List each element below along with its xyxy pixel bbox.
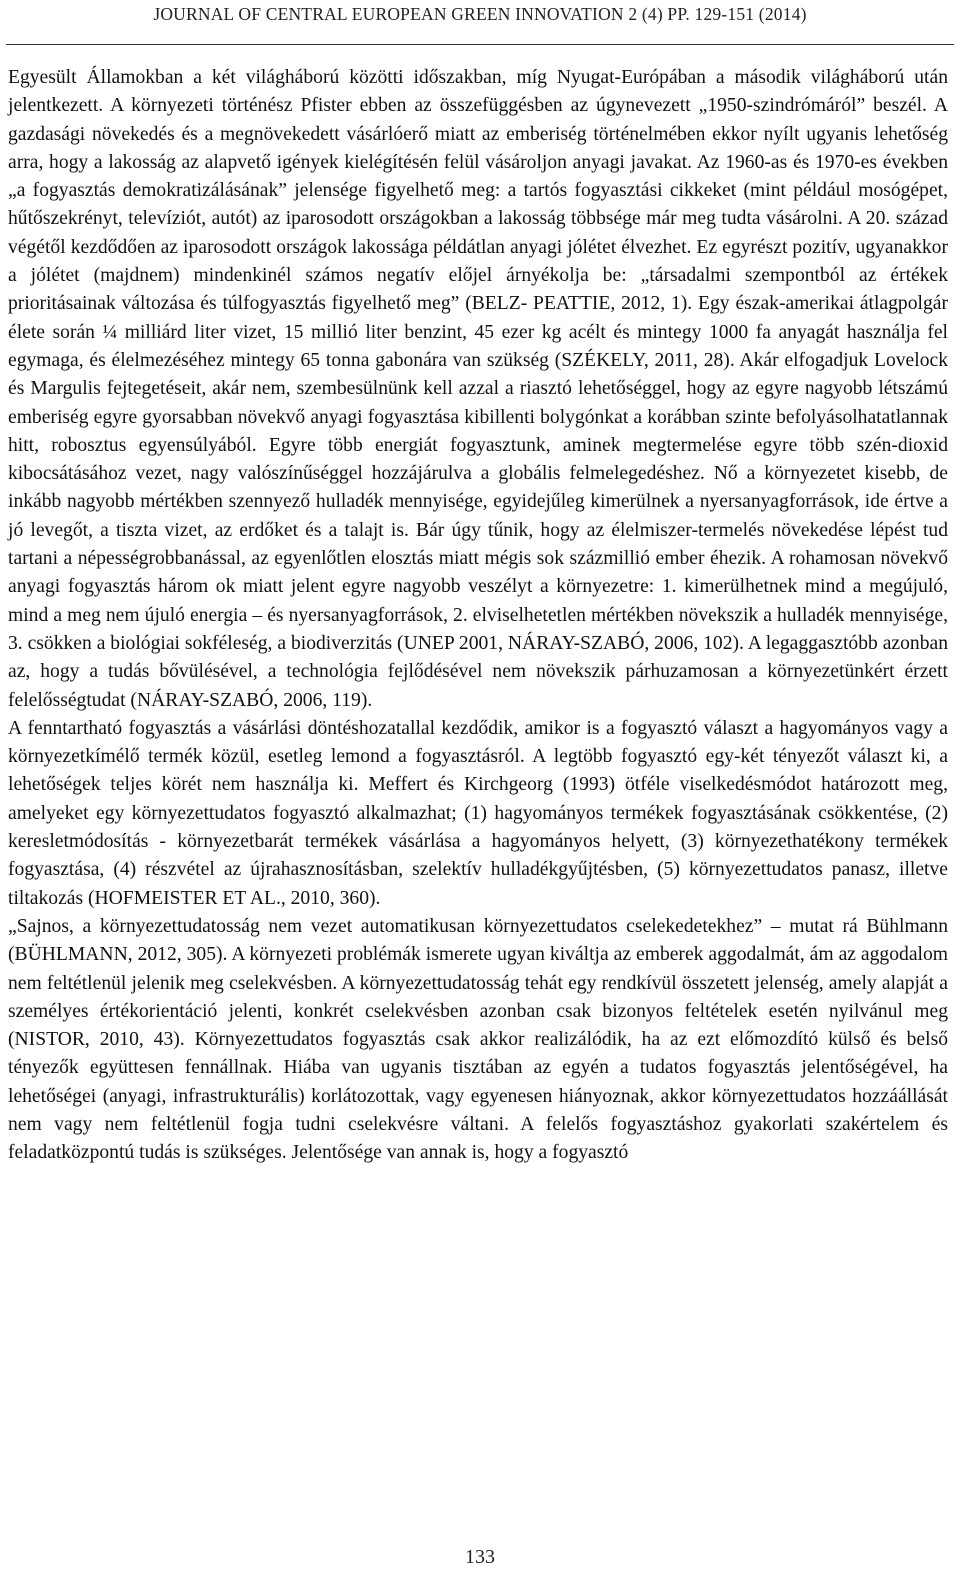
article-body <box>8 64 948 1168</box>
paragraph-environmental-awareness: „Sajnos, a környezettudatosság nem vezet automatikusan környezettudatos cselekedetekhez” – mutat rá Bühlmann (BÜHLMANN, 2012, 305). A környezeti problémák ismerete ugyan kiváltja az emberek aggodalmát, ám az aggodalom nem feltétlenül jelenik meg cselekvésben. A környezettudatosság tehát egy rendkívül összetett jelenség, amely alapját a személyes értékorientáció jelenti, konkrét cselekvésben azonban csak bizonyos feltételek esetén nyilvánul meg (NISTOR, 2010, 43). Környezettudatos fogyasztás csak akkor realizálódik, ha az ezt előmozdító külső és belső tényezők együttesen fennállnak. Hiába van ugyanis tisztában az egyén a tudatos fogyasztás jelentőségével, ha lehetőségei (anyagi, infrastrukturális) korlátozottak, vagy egyenesen hiányoznak, akkor környezettudatos hozzáállását nem vagy nem feltétlenül fogja tudni cselekvésre váltani. A felelős fogyasztáshoz gyakorlati szakértelem és feladatközpontú tudás is szükséges. Jelentősége van annak is, hogy a fogyasztó <box>8 915 948 1164</box>
paragraph-sustainable-consumption: A fenntartható fogyasztás a vásárlási döntéshozatallal kezdődik, amikor is a fogyasztó választ a hagyományos vagy a környezetkímélő termék közül, esetleg lemond a fogyasztásról. A legtöbb fogyasztó egy-két tényezőt választ ki, a lehetőségek teljes körét nem használja ki. Meffert és Kirchgeorg (1993) ötféle viselkedésmódot határozott meg, amelyeket egy környezettudatos fogyasztó alkalmazhat; (1) hagyományos termékek fogyasztásának csökkentése, (2) keresletmódosítás - környezetbarát termékek vásárlása a hagyományos helyett, (3) környezethatékony termékek fogyasztása, (4) részvétel az újrahasznosításban, szelektív hulladékgyűjtésben, (5) környezettudatos panasz, illetve tiltakozás (HOFMEISTER ET AL., 2010, 360). <box>8 717 948 909</box>
running-header: JOURNAL OF CENTRAL EUROPEAN GREEN INNOVATION 2 (4) PP. 129-151 (2014) <box>153 4 807 24</box>
page-number: 133 <box>465 1546 495 1568</box>
paragraph-consumption-history: Egyesült Államokban a két világháború közötti időszakban, míg Nyugat-Európában a második világháború után jelentkezett. A környezeti történész Pfister ebben az összefüggésben az úgynevezett „1950-szindrómáról” beszél. A gazdasági növekedés és a megnövekedett vásárlóerő miatt az emberiség történelmében ekkor nyílt ugyanis lehetőség arra, hogy a lakosság az alapvető igények kielégítésén felül vásároljon anyagi javakat. Az 1960-as és 1970-es években „a fogyasztás demokratizálásának” jelensége figyelhető meg: a tartós fogyasztási cikkeket (mint például mosógépet, hűtőszekrényt, televíziót, autót) az iparosodott országokban a lakosság többsége már meg tudta vásárolni. A 20. század végétől kezdődően az iparosodott országok lakossága példátlan anyagi jólétet élvezhet. Ez egyrészt pozitív, ugyanakkor a jólétet (majdnem) mindenkinél számos negatív előjel árnyékolja be: „társadalmi szempontból az értékek prioritásainak változása és túlfogyasztás figyelhető meg” (BELZ- PEATTIE, 2012, 1). Egy észak-amerikai átlagpolgár élete során ¼ milliárd liter vizet, 15 millió liter benzint, 45 ezer kg acélt és mintegy 1000 fa anyagát használja fel egymaga, és élelmezéséhez mintegy 65 tonna gabonára van szükség (SZÉKELY, 2011, 28). Akár elfogadjuk Lovelock és Margulis fejtegetéseit, akár nem, szembesülnünk kell azzal a riasztó lehetőséggel, hogy az egyre nagyobb létszámú emberiség egyre gyorsabban növekvő anyagi fogyasztása kibillenti bolygónkat a korábban szinte befolyásolhatatlannak hitt, robosztus egyensúlyából. Egyre több energiát fogyasztunk, aminek megtermelése egyre több szén-dioxid kibocsátásához vezet, nagy valószínűséggel hozzájárulva a globális felmelegedéshez. Nő a környezetet kisebb, de inkább nagyobb mértékben szennyező hulladék mennyisége, egyidejűleg kimerülnek a nyersanyagforrások, ide értve a jó levegőt, a tiszta vizet, az erdőket és a talajt is. Bár úgy tűnik, hogy az élelmiszer-termelés növekedése lépést tud tartani a népességrobbanással, az egyenlőtlen elosztás miatt mégis sok százmillió ember éhezik. A rohamosan növekvő anyagi fogyasztás három ok miatt jelent egyre nagyobb veszélyt a környezetre: 1. kimerülhetnek mind a megújuló, mind a meg nem újuló energia – és nyersanyagforrások, 2. elviselhetetlen mértékben növekszik a hulladék mennyisége, 3. csökken a biológiai sokféleség, a biodiverzitás (UNEP 2001, NÁRAY-SZABÓ, 2006, 102). A legaggasztóbb azonban az, hogy a tudás bővülésével, a technológia fejlődésével nem növekszik párhuzamosan a környezetünkért érzett felelősségtudat (NÁRAY-SZABÓ, 2006, 119). <box>8 67 948 711</box>
header-rule <box>6 44 954 45</box>
